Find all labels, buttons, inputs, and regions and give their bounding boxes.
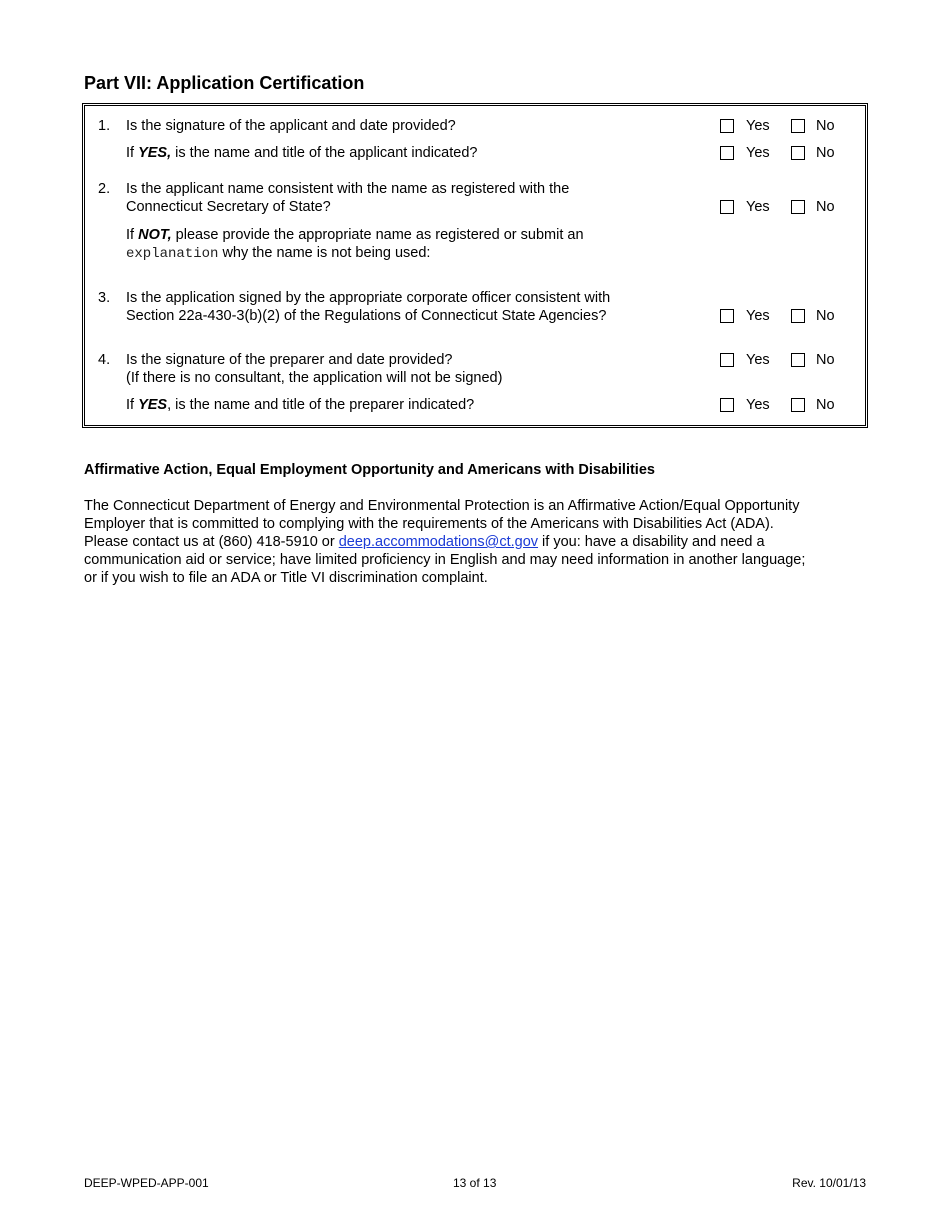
q4-followup-yes-checkbox[interactable] xyxy=(720,398,734,412)
no-label: No xyxy=(816,308,835,324)
no-label: No xyxy=(816,199,835,215)
email-link[interactable]: deep.accommodations@ct.gov xyxy=(338,534,539,550)
q1-no-checkbox[interactable] xyxy=(791,119,805,133)
page-title: Part VII: Application Certification xyxy=(84,73,365,93)
yes-label: Yes xyxy=(746,352,770,368)
q3-yes-checkbox[interactable] xyxy=(720,309,734,323)
form-id: DEEP-WPED-APP-001 xyxy=(84,1176,209,1190)
question-text: (If there is no consultant, the application will not be signed) xyxy=(126,370,503,386)
section-heading: Affirmative Action, Equal Employment Opportunity and Americans with Disabilities xyxy=(84,462,655,478)
question-text: Is the application signed by the appropriate corporate officer consistent with xyxy=(126,290,611,306)
page-number: 13 of 13 xyxy=(453,1176,497,1190)
question-text: Section 22a-430-3(b)(2) of the Regulations of Connecticut State Agencies? xyxy=(126,308,607,324)
q4-yes-checkbox[interactable] xyxy=(720,353,734,367)
followup-question: explanation why the name is not being used: xyxy=(126,245,431,262)
question-number: 2. xyxy=(98,181,111,197)
q3-no-checkbox[interactable] xyxy=(791,309,805,323)
no-label: No xyxy=(816,352,835,368)
question-number: 3. xyxy=(98,290,111,306)
question-text: Is the applicant name consistent with the name as registered with the xyxy=(126,181,570,197)
question-text: Is the signature of the applicant and date provided? xyxy=(126,118,456,134)
yes-label: Yes xyxy=(746,145,770,161)
followup-question: If YES, is the name and title of the preparer indicated? xyxy=(126,397,475,413)
question-number: 4. xyxy=(98,352,111,368)
affirmative-action-paragraph: The Connecticut Department of Energy and Environmental Protection is an Affirmative Action/Equal Opportunity Employer that is committed to complying with the requirements of the Americans with Disabilities Act (ADA). Please contact us at (860) 418-5910 or deep.accommodations@ct.gov if you: have a disability and need a communication aid or service; have limited proficiency in English and may need information in another language; or if you wish to file an ADA or Title VI discrimination complaint. xyxy=(84,498,806,586)
yes-label: Yes xyxy=(746,199,770,215)
followup-question: If NOT, please provide the appropriate name as registered or submit an xyxy=(126,227,584,243)
question-text: Connecticut Secretary of State? xyxy=(126,199,331,215)
q2-yes-checkbox[interactable] xyxy=(720,200,734,214)
followup-question: If YES, is the name and title of the applicant indicated? xyxy=(126,145,478,161)
yes-label: Yes xyxy=(746,308,770,324)
no-label: No xyxy=(816,145,835,161)
explanation-field[interactable]: explanation xyxy=(126,246,219,262)
q1-followup-no-checkbox[interactable] xyxy=(791,146,805,160)
yes-label: Yes xyxy=(746,118,770,134)
question-number: 1. xyxy=(98,118,111,134)
no-label: No xyxy=(816,397,835,413)
no-label: No xyxy=(816,118,835,134)
q2-no-checkbox[interactable] xyxy=(791,200,805,214)
q1-followup-yes-checkbox[interactable] xyxy=(720,146,734,160)
question-text: Is the signature of the preparer and date provided? xyxy=(126,352,453,368)
q4-no-checkbox[interactable] xyxy=(791,353,805,367)
revision-date: Rev. 10/01/13 xyxy=(792,1176,866,1190)
q1-yes-checkbox[interactable] xyxy=(720,119,734,133)
q4-followup-no-checkbox[interactable] xyxy=(791,398,805,412)
yes-label: Yes xyxy=(746,397,770,413)
